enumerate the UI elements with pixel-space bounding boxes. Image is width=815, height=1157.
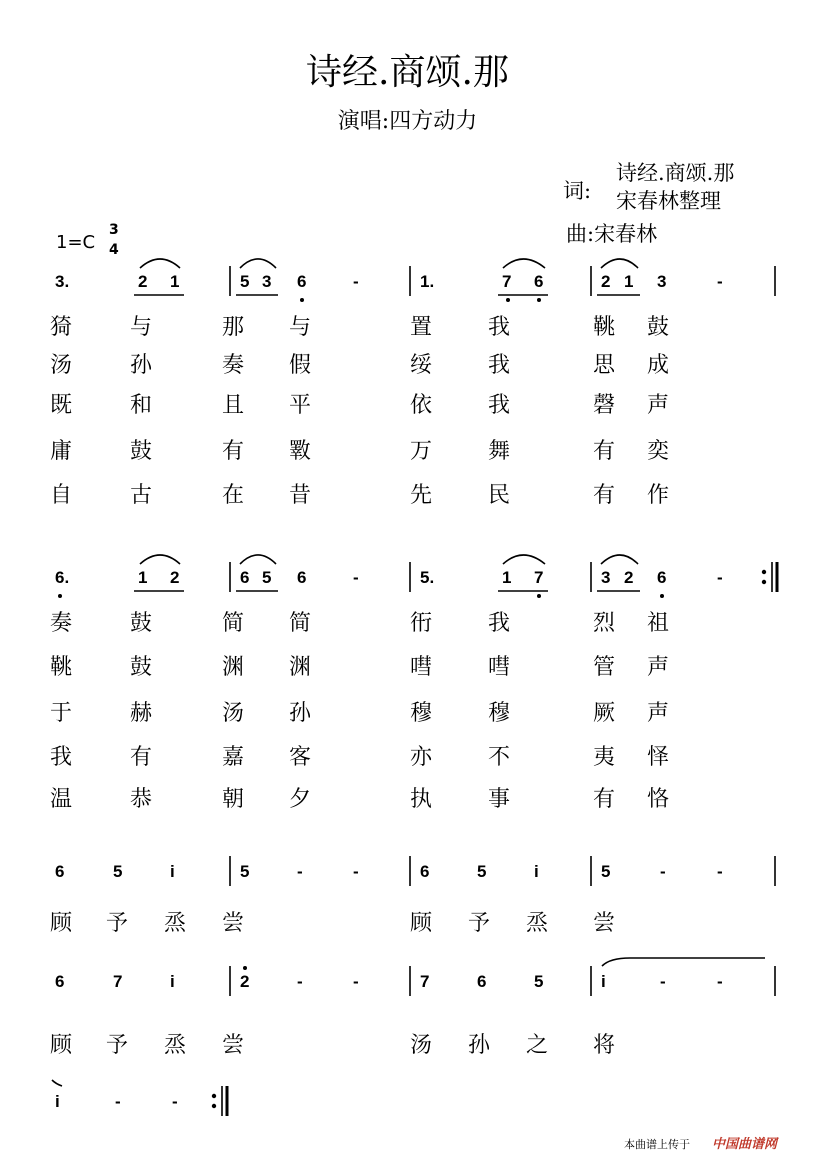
note: 5.	[420, 568, 435, 587]
lyric-char: 烝	[164, 911, 187, 936]
lyric-char: 尝	[222, 911, 245, 936]
lyric-char: 简	[289, 611, 312, 636]
note: 2	[240, 972, 250, 991]
lyric-char: 汤	[222, 701, 245, 726]
note: 6	[55, 862, 65, 881]
note: 5	[240, 862, 250, 881]
octave-dot-low	[58, 594, 62, 598]
lyric-char: 嘉	[222, 745, 245, 770]
singer-credit: 演唱:四方动力	[337, 109, 478, 134]
slur	[601, 555, 638, 564]
note: i	[170, 972, 175, 991]
note: 3	[262, 272, 272, 291]
octave-dot-low	[537, 594, 541, 598]
lyric-char: 在	[222, 483, 245, 508]
note: 7	[113, 972, 123, 991]
note: 5	[240, 272, 250, 291]
lyric-char: 有	[222, 439, 245, 464]
lyric-char: 且	[222, 393, 245, 418]
lyric-char: 有	[593, 787, 616, 812]
repeat-dot	[212, 1094, 216, 1098]
note: 3	[657, 272, 667, 291]
lyric-char: 我	[488, 315, 511, 340]
lyric-char: 汤	[410, 1033, 433, 1058]
lyric-char: 尝	[593, 911, 616, 936]
lyric-char: 渊	[222, 655, 245, 680]
lyric-char: 与	[130, 315, 153, 340]
composer-credit: 曲:宋春林	[566, 222, 658, 246]
lyric-char: 孙	[468, 1033, 491, 1058]
note: 3	[601, 568, 611, 587]
lyric-char: 温	[50, 787, 73, 812]
note: 2	[624, 568, 634, 587]
lyric-char: 依	[410, 393, 433, 418]
lyricist-label: 词:	[563, 179, 592, 203]
note-dash: -	[660, 972, 666, 991]
lyric-char: 将	[593, 1033, 616, 1058]
note: 6	[297, 568, 307, 587]
lyric-char: 孙	[289, 701, 312, 726]
lyric-char: 烝	[526, 911, 549, 936]
lyric-char: 鼓	[130, 611, 153, 636]
lyric-char: 穆	[410, 701, 433, 726]
lyric-char: 和	[130, 393, 153, 418]
footer-text: 本曲谱上传于	[624, 1138, 690, 1151]
note-dash: -	[660, 862, 666, 881]
lyric-char: 顾	[50, 911, 73, 936]
lyric-char: 厥	[593, 701, 616, 726]
note: 6	[420, 862, 430, 881]
lyric-char: 与	[289, 315, 312, 340]
lyric-char: 既	[50, 393, 73, 418]
octave-dot-low	[300, 298, 304, 302]
lyric-char: 先	[410, 483, 433, 508]
note: 2	[138, 272, 148, 291]
slur	[240, 259, 276, 268]
lyric-char: 孙	[130, 353, 153, 378]
lyric-char: 赫	[130, 701, 153, 726]
slur	[601, 259, 638, 268]
lyric-char: 于	[50, 701, 73, 726]
lyric-char: 怿	[647, 745, 670, 770]
note-dash: -	[717, 272, 723, 291]
note: 3.	[55, 272, 70, 291]
lyric-char: 古	[130, 483, 153, 508]
lyric-char: 顾	[410, 911, 433, 936]
slur	[140, 555, 180, 564]
lyric-char: 鼓	[130, 655, 153, 680]
note-dash: -	[297, 972, 303, 991]
lyric-char: 思	[593, 353, 616, 378]
tie	[602, 958, 765, 966]
lyric-char: 斁	[289, 439, 312, 464]
lyric-char: 渊	[289, 655, 312, 680]
lyric-char: 夕	[289, 787, 312, 812]
lyric-char: 管	[593, 655, 616, 680]
lyric-char: 作	[647, 483, 670, 508]
lyric-char: 予	[468, 911, 491, 936]
lyric-char: 嘒	[488, 655, 511, 680]
note: 7	[502, 272, 512, 291]
lyric-char: 置	[410, 315, 433, 340]
time-signature-top: 3	[109, 222, 119, 238]
lyric-char: 予	[106, 1033, 129, 1058]
lyric-char: 汤	[50, 353, 73, 378]
lyric-char: 嘒	[410, 655, 433, 680]
note: 2	[601, 272, 611, 291]
octave-dot-low	[506, 298, 510, 302]
lyric-char: 我	[488, 611, 511, 636]
lyric-char: 鼓	[130, 439, 153, 464]
lyric-char: 鞉	[50, 655, 73, 680]
octave-dot-high	[243, 966, 247, 970]
note-dash: -	[172, 1092, 178, 1111]
repeat-dot	[212, 1104, 216, 1108]
repeat-dot	[762, 580, 766, 584]
note: 1	[170, 272, 180, 291]
note: 6	[240, 568, 250, 587]
lyric-char: 奏	[50, 611, 73, 636]
octave-dot-low	[537, 298, 541, 302]
note: 7	[534, 568, 544, 587]
note: 5	[113, 862, 123, 881]
note: 5	[534, 972, 544, 991]
lyric-char: 我	[488, 393, 511, 418]
note-dash: -	[717, 568, 723, 587]
note-dash: -	[353, 862, 359, 881]
lyricist-arranger: 宋春林整理	[616, 189, 721, 213]
lyric-char: 穆	[488, 701, 511, 726]
lyric-char: 祖	[647, 611, 670, 636]
note: 6	[477, 972, 487, 991]
lyric-char: 万	[410, 439, 433, 464]
note: 2	[170, 568, 180, 587]
lyric-char: 平	[289, 393, 312, 418]
lyric-char: 绥	[410, 353, 433, 378]
lyric-char: 烈	[593, 611, 616, 636]
lyric-char: 奕	[647, 439, 670, 464]
note: 6	[55, 972, 65, 991]
lyric-char: 朝	[222, 787, 245, 812]
lyric-char: 那	[222, 315, 245, 340]
lyric-char: 尝	[222, 1033, 245, 1058]
note: 5	[477, 862, 487, 881]
lyric-char: 声	[647, 701, 670, 726]
note: 1	[624, 272, 634, 291]
key-signature: 1=C	[56, 232, 96, 253]
lyric-char: 夷	[593, 745, 616, 770]
lyric-char: 鼓	[647, 315, 670, 340]
note: 6	[297, 272, 307, 291]
note: 7	[420, 972, 430, 991]
note: 1	[502, 568, 512, 587]
lyric-char: 烝	[164, 1033, 187, 1058]
lyric-char: 声	[647, 655, 670, 680]
lyric-char: 亦	[410, 745, 433, 770]
site-logo: 中国曲谱网	[712, 1137, 778, 1152]
note: 1.	[420, 272, 435, 291]
slur	[503, 555, 545, 564]
lyric-char: 有	[593, 439, 616, 464]
note: 6	[534, 272, 544, 291]
lyric-char: 我	[50, 745, 73, 770]
octave-dot-low	[660, 594, 664, 598]
lyric-char: 舞	[488, 439, 511, 464]
note-dash: -	[717, 862, 723, 881]
note-dash: -	[353, 568, 359, 587]
lyric-char: 衎	[410, 611, 433, 636]
lyric-char: 简	[222, 611, 245, 636]
lyric-char: 客	[289, 745, 312, 770]
note: 1	[138, 568, 148, 587]
lyric-char: 顾	[50, 1033, 73, 1058]
time-signature-bottom: 4	[109, 242, 119, 258]
lyric-char: 执	[410, 787, 433, 812]
note: 6	[657, 568, 667, 587]
note-dash: -	[115, 1092, 121, 1111]
lyric-char: 猗	[50, 315, 73, 340]
note: 6.	[55, 568, 70, 587]
lyric-char: 我	[488, 353, 511, 378]
note: i	[534, 862, 539, 881]
lyric-char: 恪	[647, 787, 670, 812]
lyric-char: 假	[289, 353, 312, 378]
lyric-char: 自	[50, 483, 73, 508]
lyric-char: 成	[647, 353, 670, 378]
note: i	[55, 1092, 60, 1111]
note-dash: -	[353, 272, 359, 291]
lyric-char: 磬	[593, 393, 616, 418]
lyric-char: 恭	[130, 787, 153, 812]
note-dash: -	[297, 862, 303, 881]
note: i	[601, 972, 606, 991]
note: 5	[601, 862, 611, 881]
lyric-char: 鞉	[593, 315, 616, 340]
lyric-char: 有	[130, 745, 153, 770]
score-title: 诗经.商颂.那	[306, 52, 509, 93]
note: i	[170, 862, 175, 881]
note-dash: -	[717, 972, 723, 991]
note: 5	[262, 568, 272, 587]
lyric-char: 之	[526, 1033, 549, 1058]
lyric-char: 不	[488, 745, 511, 770]
slur	[503, 259, 545, 268]
lyric-char: 有	[593, 483, 616, 508]
lyric-char: 昔	[289, 483, 312, 508]
lyric-char: 奏	[222, 353, 245, 378]
lyric-char: 民	[488, 483, 511, 508]
lyricist-source: 诗经.商颂.那	[616, 161, 735, 185]
tie	[52, 1080, 62, 1086]
note-dash: -	[353, 972, 359, 991]
slur	[240, 555, 276, 564]
lyric-char: 事	[488, 787, 511, 812]
lyric-char: 予	[106, 911, 129, 936]
repeat-dot	[762, 570, 766, 574]
slur	[140, 259, 180, 268]
lyric-char: 声	[647, 393, 670, 418]
lyric-char: 庸	[50, 439, 73, 464]
